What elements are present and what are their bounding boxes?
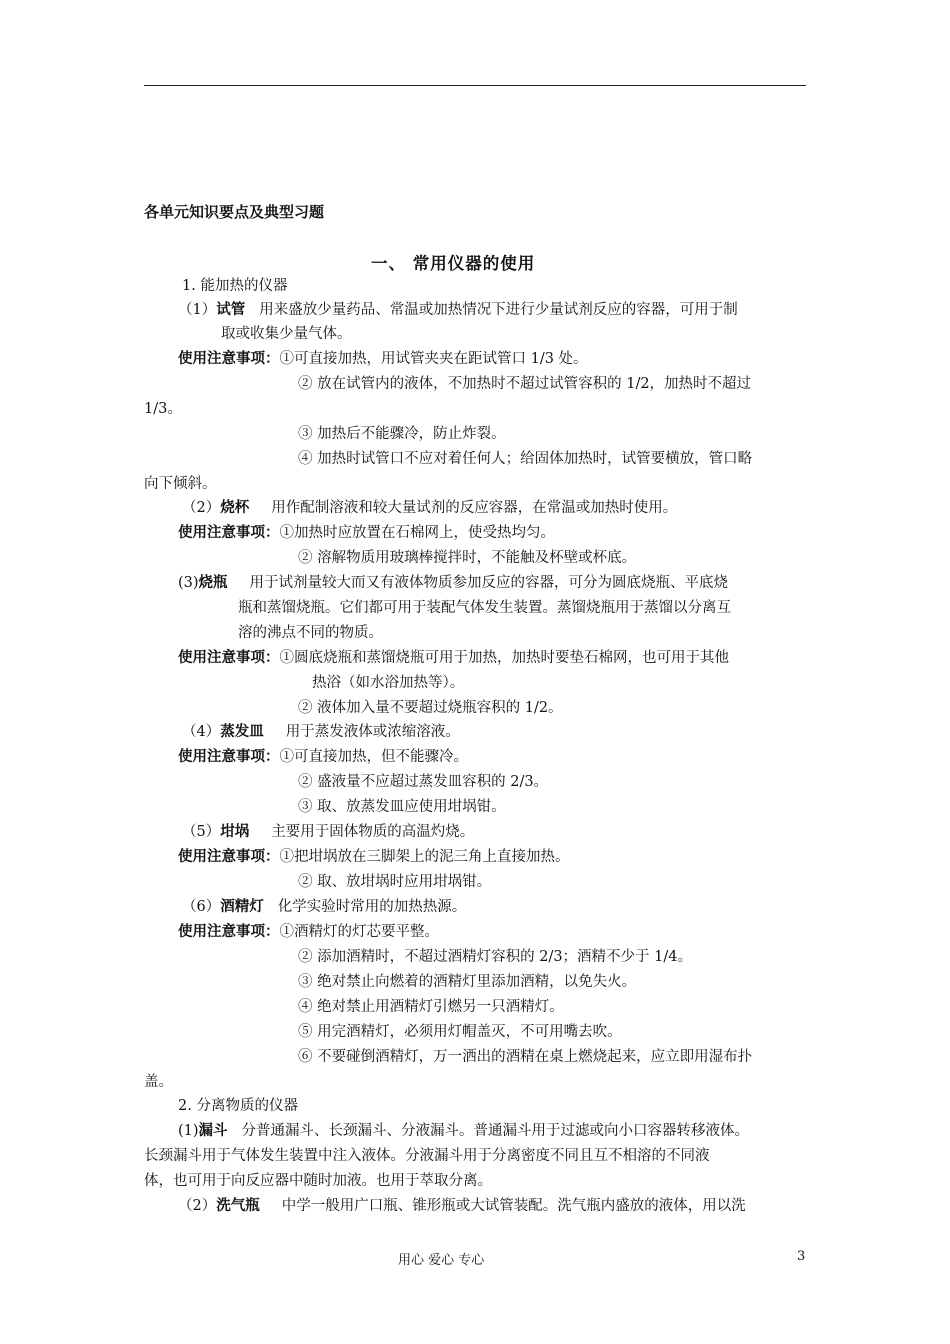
note-2: ② 取、放坩埚时应用坩埚钳。 <box>298 874 492 890</box>
funnel-desc-cont: 长颈漏斗用于气体发生装置中注入液体。分液漏斗用于分离密度不同且互不相溶的不同液 <box>144 1148 710 1164</box>
note-5: ⑤ 用完酒精灯，必须用灯帽盖灭，不可用嘴去吹。 <box>298 1024 622 1040</box>
item-desc: 用作配制溶液和较大量试剂的反应容器，在常温或加热时使用。 <box>271 500 678 516</box>
test-tube-desc-cont: 取或收集少量气体。 <box>221 326 352 342</box>
funnel-item <box>178 1121 749 1141</box>
item-name: 试管 <box>216 302 246 318</box>
notes-label: 使用注意事项： <box>178 849 280 865</box>
item-desc: 中学一般用广口瓶、锥形瓶或大试管装配。洗气瓶内盛放的液体，用以洗 <box>281 1198 746 1214</box>
separation-heading: 2. 分离物质的仪器 <box>178 1098 298 1114</box>
note-1: ①可直接加热，用试管夹夹在距试管口 1/3 处。 <box>279 351 588 367</box>
item-name: 洗气瓶 <box>216 1198 260 1214</box>
item-number: （5） <box>182 824 221 840</box>
header-rule <box>144 85 806 86</box>
notes-label: 使用注意事项： <box>178 924 280 940</box>
item-desc: 用来盛放少量药品、常温或加热情况下进行少量试剂反应的容器，可用于制 <box>259 302 738 318</box>
item-desc: 主要用于固体物质的高温灼烧。 <box>271 824 475 840</box>
item-number: (3) <box>178 575 199 591</box>
notes-label: 使用注意事项： <box>178 351 280 367</box>
note-6: ⑥ 不要碰倒酒精灯，万一洒出的酒精在桌上燃烧起来，应立即用湿布扑 <box>298 1049 753 1065</box>
item-name: 酒精灯 <box>220 899 264 915</box>
heating-heading: 1. 能加热的仪器 <box>182 278 288 294</box>
item-number: （2） <box>178 1198 217 1214</box>
document-title: 各单元知识要点及典型习题 <box>144 203 325 221</box>
note-2-cont: 1/3。 <box>144 401 182 417</box>
item-number: （1） <box>178 302 217 318</box>
note-4: ④ 加热时试管口不应对着任何人；给固体加热时，试管要横放，管口略 <box>298 451 753 467</box>
notes-label: 使用注意事项： <box>178 650 280 666</box>
note-4-cont: 向下倾斜。 <box>144 476 217 492</box>
wash-bottle-item <box>178 1196 746 1216</box>
note-1: ①把坩埚放在三脚架上的泥三角上直接加热。 <box>279 849 570 865</box>
note-3: ③ 绝对禁止向燃着的酒精灯里添加酒精，以免失火。 <box>298 974 637 990</box>
item-number: (1) <box>178 1123 199 1139</box>
notes-label: 使用注意事项： <box>178 525 280 541</box>
note-2: ② 添加酒精时，不超过酒精灯容积的 2/3；酒精不少于 1/4。 <box>298 949 692 965</box>
item-name: 蒸发皿 <box>220 724 264 740</box>
item-name: 烧瓶 <box>198 575 228 591</box>
item-number: （4） <box>182 724 221 740</box>
beaker-notes <box>178 523 555 543</box>
lamp-item <box>182 897 466 917</box>
note-2: ② 液体加入量不要超过烧瓶容积的 1/2。 <box>298 700 563 716</box>
note-1: ①圆底烧瓶和蒸馏烧瓶可用于加热，加热时要垫石棉网，也可用于其他 <box>279 650 729 666</box>
item-desc: 分普通漏斗、长颈漏斗、分液漏斗。普通漏斗用于过滤或向小口容器转移液体。 <box>241 1123 750 1139</box>
flask-item <box>178 573 728 593</box>
crucible-item <box>182 822 474 842</box>
flask-desc-cont: 溶的沸点不同的物质。 <box>238 625 383 641</box>
funnel-desc-cont: 体，也可用于向反应器中随时加液。也用于萃取分离。 <box>144 1173 492 1189</box>
item-number: （2） <box>182 500 221 516</box>
lamp-notes <box>178 922 439 942</box>
section-title: 一、 常用仪器的使用 <box>371 254 536 273</box>
test-tube-item <box>178 300 738 320</box>
item-name: 漏斗 <box>198 1123 228 1139</box>
item-desc: 用于试剂量较大而又有液体物质参加反应的容器，可分为圆底烧瓶、平底烧 <box>249 575 729 591</box>
footer-motto: 用心 爱心 专心 <box>398 1253 485 1268</box>
item-desc: 用于蒸发液体或浓缩溶液。 <box>285 724 460 740</box>
crucible-notes <box>178 847 570 867</box>
note-2: ② 溶解物质用玻璃棒搅拌时，不能触及杯壁或杯底。 <box>298 550 637 566</box>
note-1: ①酒精灯的灯芯要平整。 <box>279 924 439 940</box>
note-1-cont: 热浴（如水浴加热等）。 <box>312 675 465 691</box>
item-name: 坩埚 <box>220 824 250 840</box>
dish-notes <box>178 747 468 767</box>
note-1: ①可直接加热，但不能骤冷。 <box>279 749 468 765</box>
note-2: ② 放在试管内的液体，不加热时不超过试管容积的 1/2，加热时不超过 <box>298 376 752 392</box>
item-desc: 化学实验时常用的加热热源。 <box>277 899 467 915</box>
page-number: 3 <box>797 1249 806 1264</box>
note-2: ② 盛液量不应超过蒸发皿容积的 2/3。 <box>298 774 549 790</box>
test-tube-notes <box>178 349 588 369</box>
flask-desc-cont: 瓶和蒸馏烧瓶。它们都可用于装配气体发生装置。蒸馏烧瓶用于蒸馏以分离互 <box>238 600 731 616</box>
item-name: 烧杯 <box>220 500 250 516</box>
note-1: ①加热时应放置在石棉网上，使受热均匀。 <box>279 525 555 541</box>
flask-notes <box>178 648 729 668</box>
notes-label: 使用注意事项： <box>178 749 280 765</box>
beaker-item <box>182 498 677 518</box>
note-6-cont: 盖。 <box>144 1074 173 1090</box>
note-3: ③ 加热后不能骤冷，防止炸裂。 <box>298 426 506 442</box>
note-4: ④ 绝对禁止用酒精灯引燃另一只酒精灯。 <box>298 999 564 1015</box>
dish-item <box>182 722 460 742</box>
note-3: ③ 取、放蒸发皿应使用坩埚钳。 <box>298 799 506 815</box>
item-number: （6） <box>182 899 221 915</box>
